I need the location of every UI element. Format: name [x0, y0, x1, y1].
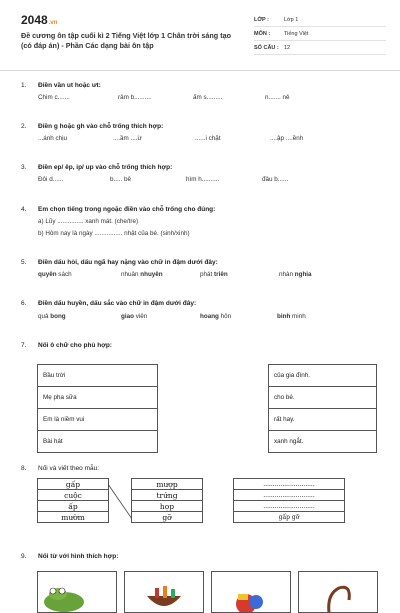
right-cell[interactable]: rất hay.: [269, 409, 377, 431]
spacer: [203, 512, 234, 523]
meta-subject-label: MÔN :: [254, 31, 271, 37]
q4-item-b: b) Hôm nay là ngày ................ nhật của bé. (sinh/xinh): [38, 230, 190, 237]
table-row: [38, 490, 345, 501]
q2-item-c: ......i chặt: [195, 135, 221, 142]
bold-word: nhuyên: [140, 271, 163, 278]
question-7: [21, 342, 112, 349]
bold-word: bong: [50, 313, 66, 320]
sample-connector-line: [108, 478, 132, 526]
bold-word: quyên: [38, 271, 57, 278]
word: minh: [290, 313, 306, 320]
answer-cell[interactable]: ...........................: [234, 490, 345, 501]
q5-item-d: [279, 271, 312, 278]
question-text: Điền dấu huyền, dấu sắc vào chữ in đậm dưới đây:: [38, 300, 197, 307]
bold-word: giao: [121, 313, 134, 320]
question-4: [21, 206, 215, 213]
meta-subject: [254, 31, 308, 37]
connector-space: [158, 387, 269, 409]
question-number: 5.: [21, 259, 27, 266]
question-2: [21, 123, 163, 130]
connector-space: [158, 431, 269, 453]
question-number: 7.: [21, 342, 27, 349]
picture-row: [37, 571, 377, 611]
question-text: Điền vần ut hoặc ưt:: [38, 82, 101, 89]
left-cell[interactable]: Em là niềm vui: [38, 409, 158, 431]
table-row: [38, 431, 377, 453]
question-text: Nối ô chữ cho phù hợp:: [38, 342, 112, 349]
q1-item-b: râm b..........: [118, 94, 152, 101]
question-number: 3.: [21, 164, 27, 171]
meta-divider: [254, 26, 386, 27]
toy-icon: [212, 572, 290, 612]
syllable-right[interactable]: mượp: [132, 479, 203, 490]
syllable-left[interactable]: mườm: [38, 512, 109, 523]
question-text: Điền dấu hỏi, dấu ngã hay nặng vào chữ in đậm dưới đây:: [38, 259, 218, 266]
hook-icon: [299, 572, 377, 612]
spacer: [203, 490, 234, 501]
q6-item-b: [121, 313, 147, 320]
document-title: Đề cương ôn tập cuối kì 2 Tiếng Việt lớp 1 Chân trời sáng tạo (có đáp án) - Phần Các dạng bài ôn tập: [21, 31, 231, 50]
meta-divider: [254, 40, 386, 41]
bold-word: hoang: [200, 313, 219, 320]
bowl-icon: [125, 572, 203, 612]
q3-item-d: đâu b......: [262, 176, 289, 183]
q2-item-b: ....ầm ....ừ: [113, 135, 142, 142]
meta-divider: [254, 54, 386, 55]
spacer: [203, 479, 234, 490]
right-cell[interactable]: xanh ngắt.: [269, 431, 377, 453]
toy-picture[interactable]: [211, 571, 291, 613]
word: hôn: [218, 313, 232, 320]
question-text: Nối và viết theo mẫu:: [38, 465, 100, 472]
answer-cell[interactable]: ...........................: [234, 501, 345, 512]
bowl-picture[interactable]: [124, 571, 204, 613]
q6-item-a: [38, 313, 66, 320]
word: sách: [56, 271, 72, 278]
syllable-left[interactable]: ấp: [38, 501, 109, 512]
document-header: [0, 0, 400, 71]
q1-item-c: ấm s.........: [193, 94, 223, 101]
meta-question-count-label: SỐ CÂU :: [254, 45, 279, 51]
question-text: Điền ep/ êp, ip/ up vào chỗ trống thích hợp:: [38, 164, 173, 171]
frog-picture[interactable]: [37, 571, 117, 613]
left-cell[interactable]: Bài hát: [38, 431, 158, 453]
question-number: 6.: [21, 300, 27, 307]
meta-subject-value: Tiếng Việt: [284, 31, 309, 37]
table-row: [38, 387, 377, 409]
question-5: [21, 259, 218, 266]
bold-word: nghia: [294, 271, 312, 278]
question-text: Em chọn tiếng trong ngoặc điền vào chỗ trống cho đúng:: [38, 206, 216, 213]
question-9: [21, 553, 118, 560]
q2-item-a: ...ánh chịu: [38, 135, 68, 142]
q5-item-b: [121, 271, 163, 278]
question-number: 1.: [21, 82, 27, 89]
connector-space: [158, 409, 269, 431]
table-row: [38, 365, 377, 387]
meta-grade: [254, 17, 298, 23]
word: nhàn: [279, 271, 295, 278]
q1-item-d: n....... nẻ: [265, 94, 290, 101]
bold-word: binh: [277, 313, 291, 320]
left-cell[interactable]: Mẹ pha sữa: [38, 387, 158, 409]
answer-cell[interactable]: gấp gỡ: [234, 512, 345, 523]
question-number: 4.: [21, 206, 27, 213]
connector-line: [108, 484, 132, 519]
site-logo[interactable]: [21, 13, 57, 27]
word-join-table: [37, 478, 345, 523]
q6-item-d: [277, 313, 306, 320]
question-number: 9.: [21, 553, 27, 560]
syllable-right[interactable]: gỡ: [132, 512, 203, 523]
table-row: [38, 512, 345, 523]
right-cell[interactable]: cho bé.: [269, 387, 377, 409]
connector-space: [158, 365, 269, 387]
table-row: [38, 501, 345, 512]
right-cell[interactable]: của gia đình.: [269, 365, 377, 387]
question-3: [21, 164, 172, 171]
word: viên: [133, 313, 148, 320]
question-8: [21, 465, 99, 472]
table-row: [38, 479, 345, 490]
question-1: [21, 82, 101, 89]
q3-item-a: Đôi d......: [38, 176, 64, 183]
q4-item-a: a) Lũy ............... xanh mát. (che/tre): [38, 218, 139, 225]
q2-item-d: ....ập ....ềnh: [270, 135, 304, 142]
question-number: 8.: [21, 465, 27, 472]
meta-grade-label: LỚP :: [254, 17, 269, 23]
answer-cell[interactable]: ...........................: [234, 479, 345, 490]
hook-picture[interactable]: [298, 571, 378, 613]
spacer: [203, 501, 234, 512]
q5-item-c: [200, 271, 228, 278]
q6-item-c: [200, 313, 231, 320]
meta-question-count: [254, 45, 290, 51]
logo-main: 2048: [21, 13, 48, 27]
question-text: Điền g hoặc gh vào chỗ trống thích hợp:: [38, 123, 164, 130]
meta-grade-value: Lớp 1: [284, 17, 299, 23]
logo-suffix: .vn: [48, 20, 58, 26]
q5-item-a: [38, 271, 72, 278]
question-number: 2.: [21, 123, 27, 130]
word: nhuân: [121, 271, 141, 278]
syllable-left[interactable]: cuộc: [38, 490, 109, 501]
bold-word: triên: [214, 271, 228, 278]
matching-table: [37, 364, 377, 453]
word: phát: [200, 271, 215, 278]
syllable-right[interactable]: họp: [132, 501, 203, 512]
left-cell[interactable]: Bầu trời: [38, 365, 158, 387]
syllable-left[interactable]: gấp: [38, 479, 109, 490]
question-text: Nối từ với hình thích hợp:: [38, 553, 119, 560]
table-row: [38, 409, 377, 431]
frog-icon: [38, 572, 116, 612]
q3-item-b: b..... bê: [110, 176, 132, 183]
word: quả: [38, 313, 51, 320]
question-6: [21, 300, 196, 307]
q1-item-a: Chim c.......: [38, 94, 70, 101]
q3-item-c: hìm h..........: [186, 176, 220, 183]
meta-question-count-value: 12: [284, 45, 291, 51]
syllable-right[interactable]: trứng: [132, 490, 203, 501]
